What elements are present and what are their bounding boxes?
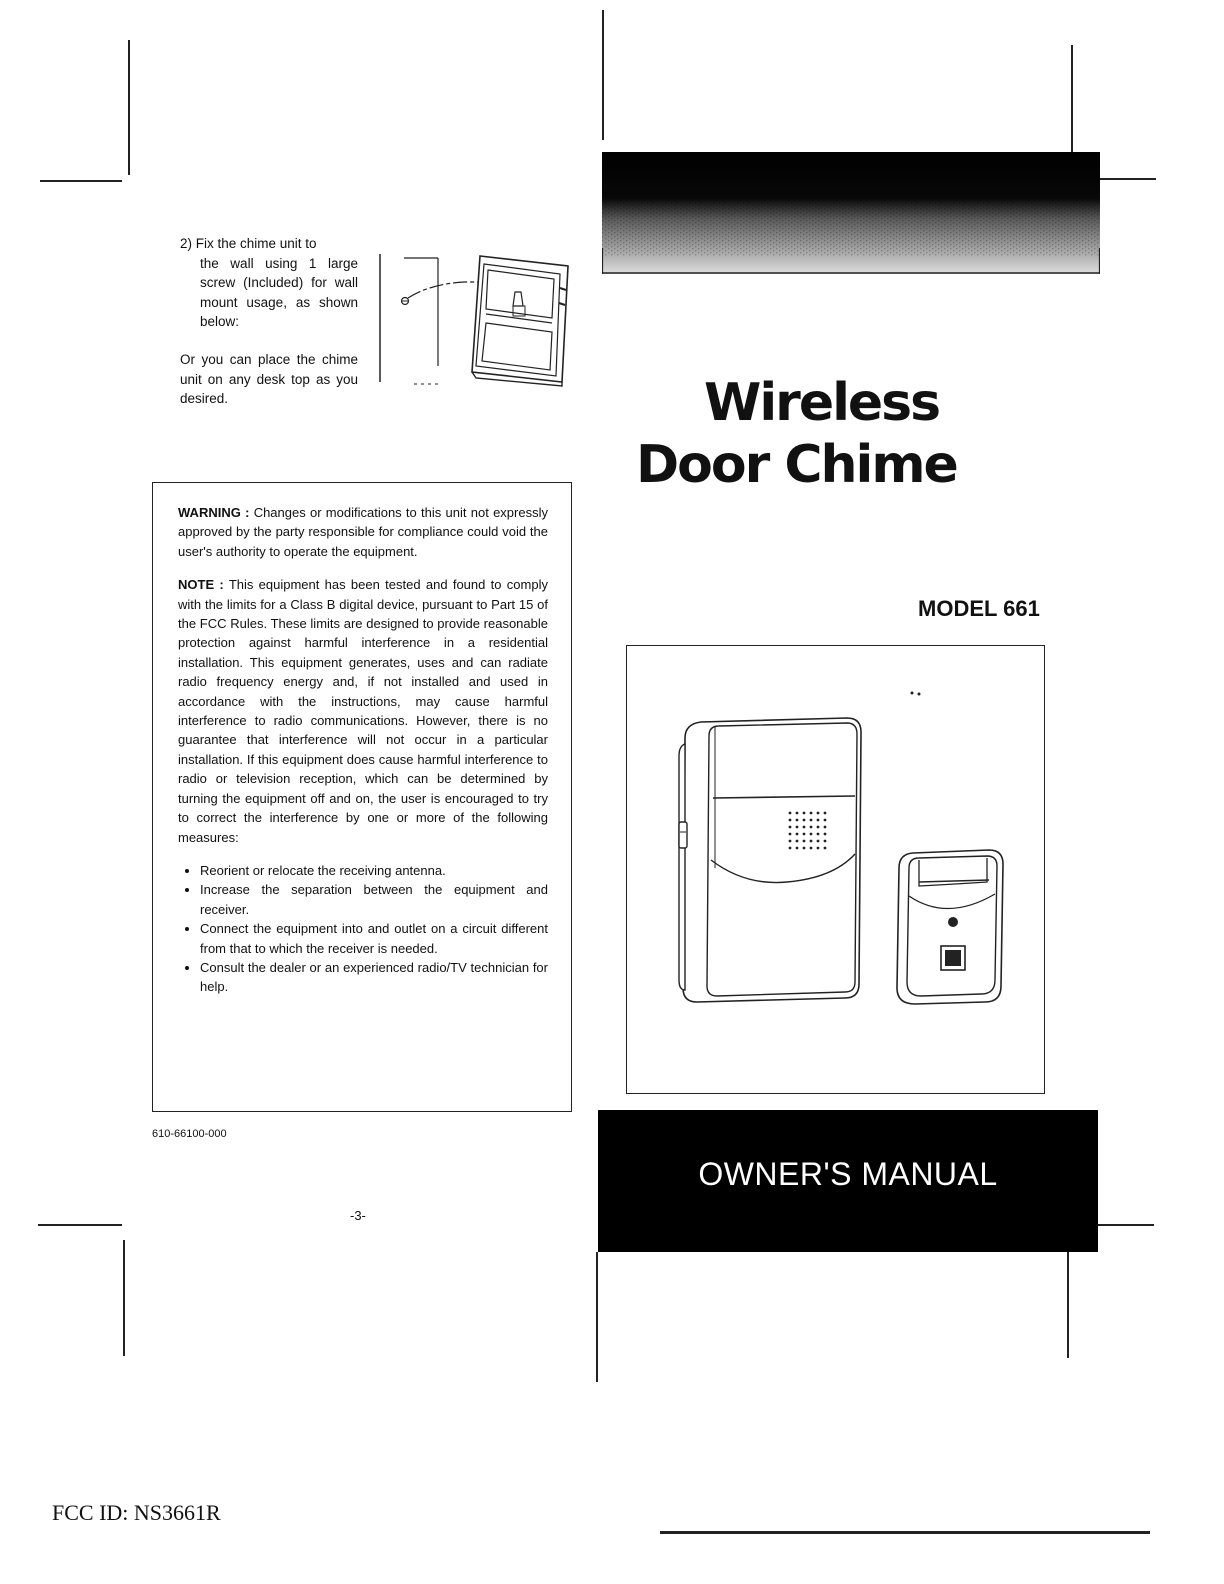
note-text: This equipment has been tested and found to comply with the limits for a Class B digital device, pursuant to Part 15 of the FCC Rules. These limits are designed to provide reasonable protection against harmful interference in a residential installation. This equipment generates, uses and can radiate radio frequency energy and, if not installed and used in accordance with the instructions, may cause harmful interference to radio communications. However, there is no guarantee that interference will not occur in a particular installation. If this equipment does cause harmful interference to radio or television reception, which can be determined by turning the equipment off and on, the user is encouraged to try to correct the interference by one or more of the following measures:: [178, 577, 548, 845]
measure-item: • Reorient or relocate the receiving antenna.: [200, 861, 548, 880]
measure-item: • Consult the dealer or an experienced radio/TV technician for help.: [200, 958, 548, 997]
crop-mark: [123, 1240, 125, 1356]
measure-item: • Increase the separation between the equipment and receiver.: [200, 880, 548, 919]
warning-paragraph: [178, 503, 548, 561]
crop-mark: [40, 180, 122, 182]
install-step-first-line: 2) Fix the chime unit to: [180, 236, 317, 251]
install-step-alternative: Or you can place the chime unit on any desk top as you desired.: [180, 352, 358, 406]
title-line-door-chime: Door Chime: [636, 435, 957, 495]
title-line-wireless: Wireless: [704, 373, 940, 433]
crop-mark: [1100, 178, 1156, 180]
crop-mark: [128, 40, 130, 175]
page-number: -3-: [350, 1208, 366, 1223]
owners-manual-label: OWNER'S MANUAL: [698, 1156, 998, 1192]
cover-title: [636, 372, 1076, 496]
crop-mark: [1067, 1252, 1069, 1358]
part-number: 610-66100-000: [152, 1128, 227, 1140]
warning-box: [152, 482, 572, 1112]
warning-text: Changes or modifications to this unit not expressly approved by the party responsible for compliance could void the user's authority to operate the equipment.: [178, 505, 548, 559]
crop-mark: [660, 1531, 1150, 1534]
note-lead: NOTE :: [178, 577, 224, 593]
wall-mount-illustration: [372, 248, 582, 396]
warning-box-content: [178, 503, 548, 997]
install-step-continued: the wall using 1 large screw (Included) for wall mount usage, as shown below:: [200, 255, 358, 329]
product-illustration: [627, 646, 1043, 1092]
owners-manual-banner: [598, 1110, 1098, 1252]
cover-header-band: [602, 152, 1100, 274]
fcc-id: FCC ID: NS3661R: [52, 1500, 221, 1525]
install-step-text: [180, 234, 358, 332]
crop-mark: [602, 10, 604, 140]
crop-mark: [1098, 1224, 1154, 1226]
crop-mark: [1071, 45, 1073, 155]
warning-lead: WARNING :: [178, 505, 250, 520]
crop-mark: [596, 1252, 598, 1382]
model-number: MODEL 661: [918, 596, 1040, 621]
measures-list: [178, 861, 548, 997]
product-illustration-box: [626, 645, 1045, 1094]
measure-item: • Connect the equipment into and outlet on a circuit different from that to which the receiver is needed.: [200, 919, 548, 958]
note-paragraph: [178, 575, 548, 847]
crop-mark: [38, 1224, 122, 1226]
